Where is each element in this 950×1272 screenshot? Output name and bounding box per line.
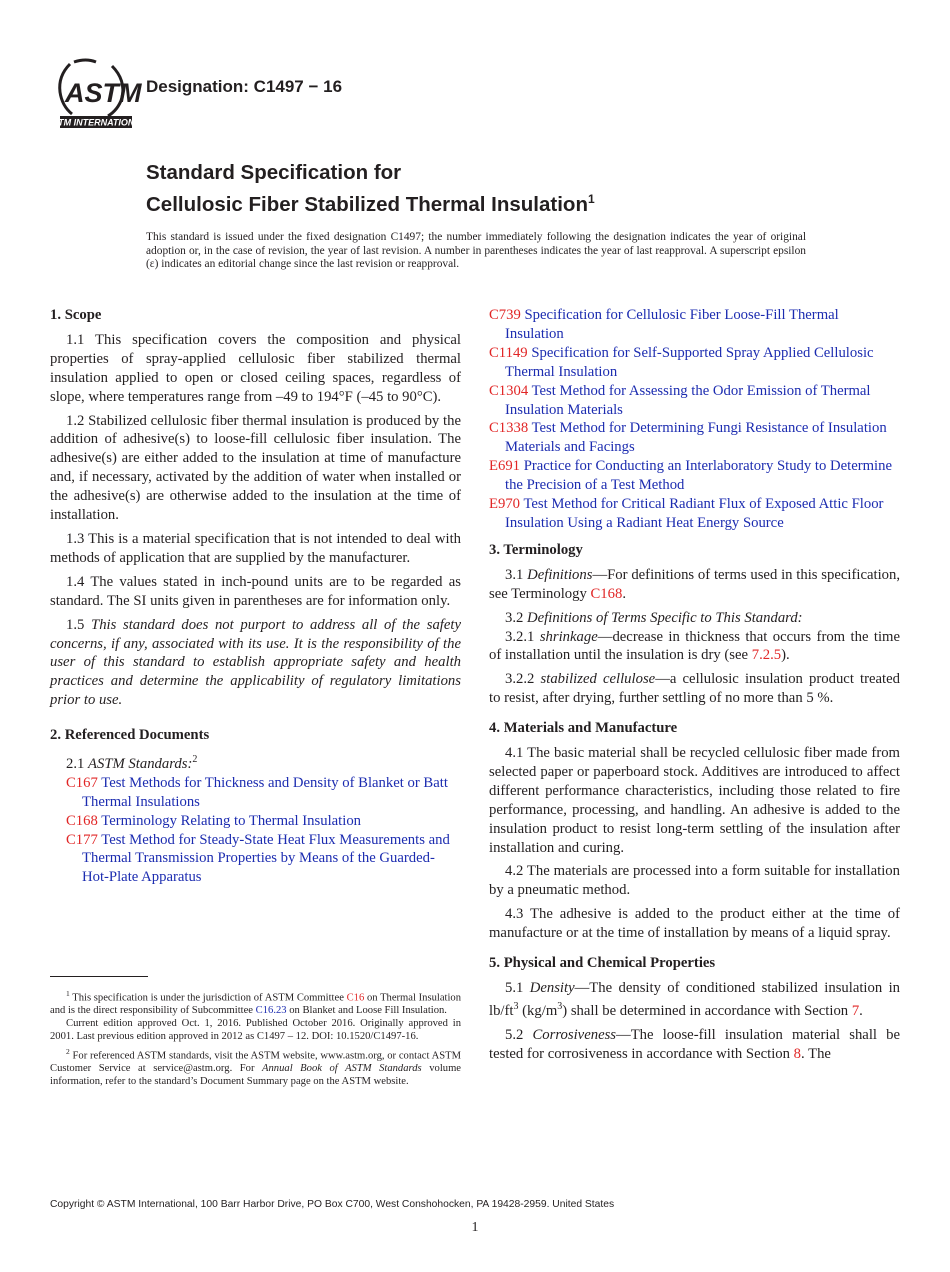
section-heading-materials: 4. Materials and Manufacture (489, 720, 678, 737)
paragraph-4-2: 4.2 The materials are processed into a form suitable for installation by a pneumatic method. (489, 863, 900, 899)
title-line-1: Standard Specification for (146, 161, 402, 184)
link-section-7[interactable]: 7 (851, 1002, 860, 1019)
left-column (50, 306, 461, 887)
link-c168[interactable]: C168 (590, 585, 623, 602)
title-footnote-mark: 1 (587, 192, 595, 206)
document-title (146, 160, 595, 218)
paragraph-5-1: 5.1 Density—The density of conditioned stabilized insulation in $lb/ft^3$ $(kg/m^3)$ shall be determined in accordance with Section 7. (489, 980, 900, 1019)
reference-item[interactable]: C177 Test Method for Steady-State Heat Flux Measurements and Thermal Transmission Properties by Means of the Guarded-Hot-Plate Apparatus (66, 831, 450, 886)
paragraph-3-2: 3.2 Definitions of Terms Specific to This Standard: (505, 609, 803, 626)
astm-logo (45, 58, 147, 132)
logo-text: ASTM INTERNATIONAL (45, 117, 147, 128)
paragraph-1-4: 1.4 The values stated in inch-pound units are to be regarded as standard. The SI units given in parentheses are for information only. (50, 573, 461, 609)
section-heading-physical: 5. Physical and Chemical Properties (489, 955, 716, 972)
footnote-rule (50, 976, 148, 977)
reference-item[interactable]: C1304 Test Method for Assessing the Odor Emission of Thermal Insulation Materials (489, 382, 871, 418)
section-heading-scope: 1. Scope (50, 307, 102, 323)
link-7-2-5[interactable]: 7.2.5 (751, 647, 782, 664)
footnote-1-edition: Current edition approved Oct. 1, 2016. Published October 2016. Originally approved in 2001. Last previous edition approved in 2012 as C1497 – 12. DOI: 10.1520/C1497-16. (50, 1018, 461, 1042)
section-heading-terminology: 3. Terminology (489, 541, 583, 558)
link-c16-23[interactable]: C16.23 (255, 1005, 287, 1017)
paragraph-5-2: 5.2 Corrosiveness—The loose-fill insulation material shall be tested for corrosiveness in accordance with Section 8. The (489, 1026, 900, 1062)
reference-item[interactable]: C1149 Specification for Self-Supported Spray Applied Cellulosic Thermal Insulation (489, 344, 874, 380)
paragraph-1-1: 1.1 This specification covers the composition and physical properties of spray-applied cellulosic fiber stabilized thermal insulation applied to open or closed ceiling spaces, regardless of slope, where temperatures range from –49 to 194°F (–45 to 90°C). (50, 331, 461, 405)
paragraph-4-1: 4.1 The basic material shall be recycled cellulosic fiber made from selected paper or paperboard stock. Additives are introduced to affect different performance characteristics, including those related to fire performance, processing, and handling. An adhesive is added to the insulation product to resist long-term settling of the insulation after installation and curing. (489, 745, 900, 856)
paragraph-2-1: 2.1 ASTM Standards:$^2$ (66, 754, 198, 772)
copyright: Copyright © ASTM International, 100 Barr Harbor Drive, PO Box C700, West Conshohocken, PA 19428-2959. United States (50, 1199, 615, 1210)
designation-notice: This standard is issued under the fixed designation C1497; the number immediately following the designation indicates the year of original adoption or, in the case of revision, the year of last revision. A number in parentheses indicates the year of last reapproval. A superscript epsilon (ε) indicates an editorial change since the last revision or reapproval. (146, 231, 806, 271)
paragraph-3-2-1: 3.2.1 shrinkage—decrease in thickness that occurs from the time of installation until the insulation is dry (see 7.2.5). (489, 628, 901, 664)
paragraph-3-1: 3.1 Definitions—For definitions of terms used in this specification, see Terminology C168. (489, 566, 901, 602)
reference-item[interactable]: E691 Practice for Conducting an Interlaboratory Study to Determine the Precision of a Test Method (489, 458, 892, 494)
reference-item[interactable]: E970 Test Method for Critical Radiant Flux of Exposed Attic Floor Insulation Using a Radiant Heat Energy Source (489, 496, 884, 531)
paragraph-1-3: 1.3 This is a material specification that is not intended to deal with methods of application that are supplied by the manufacturer. (50, 530, 461, 566)
designation: Designation: C1497 − 16 (146, 77, 343, 96)
link-c16[interactable]: C16 (346, 992, 365, 1004)
reference-item[interactable]: C1338 Test Method for Determining Fungi Resistance of Insulation Materials and Facings (489, 420, 887, 456)
paragraph-1-2: 1.2 Stabilized cellulosic fiber thermal insulation is produced by the addition of adhesive(s) to loose-fill cellulosic fiber insulation. The adhesive(s) are either added to the insulation at time of manufacture and, if necessary, activated by the addition of water when installed or the adhesive(s) are otherwise added to the insulation at the time of installation. (50, 412, 461, 524)
reference-item[interactable]: C168 Terminology Relating to Thermal Insulation (66, 812, 362, 829)
reference-item[interactable]: C739 Specification for Cellulosic Fiber Loose-Fill Thermal Insulation (489, 307, 839, 342)
paragraph-3-2-2: 3.2.2 stabilized cellulose—a cellulosic insulation product treated to resist, after drying, further settling of no more than 5 %. (489, 671, 901, 707)
link-section-8[interactable]: 8 (793, 1045, 802, 1062)
footnote-2: $^2$ For referenced ASTM standards, visit the ASTM website, www.astm.org, or contact ASTM Customer Service at service@astm.org. For Annual Book of ASTM Standards volume information, refer to the standard’s Document Summary page on the ASTM website. (50, 1046, 462, 1087)
footnotes (50, 988, 461, 1091)
paragraph-4-3: 4.3 The adhesive is added to the product either at the time of manufacture or at the time of installation by means of a liquid spray. (489, 906, 900, 942)
title-line-2: Cellulosic Fiber Stabilized Thermal Insulation$^1$ (146, 192, 595, 216)
reference-item[interactable]: C167 Test Methods for Thickness and Density of Blanket or Batt Thermal Insulations (66, 774, 448, 810)
right-column (489, 306, 900, 1069)
section-heading-referenced-documents: 2. Referenced Documents (50, 727, 210, 744)
svg-text:ASTM: ASTM (65, 78, 142, 108)
paragraph-1-5: 1.5 This standard does not purport to address all of the safety concerns, if any, associated with its use. It is the responsibility of the user of this standard to establish appropriate safety and health practices and determine the applicability of regulatory limitations prior to use. (50, 616, 462, 709)
page-number: 1 (471, 1220, 479, 1235)
footnote-1: $^1$ This specification is under the jurisdiction of ASTM Committee C16 on Thermal Insulation and is the direct responsibility of Subcommittee C16.23 on Blanket and Loose Fill Insulation. (50, 989, 462, 1017)
